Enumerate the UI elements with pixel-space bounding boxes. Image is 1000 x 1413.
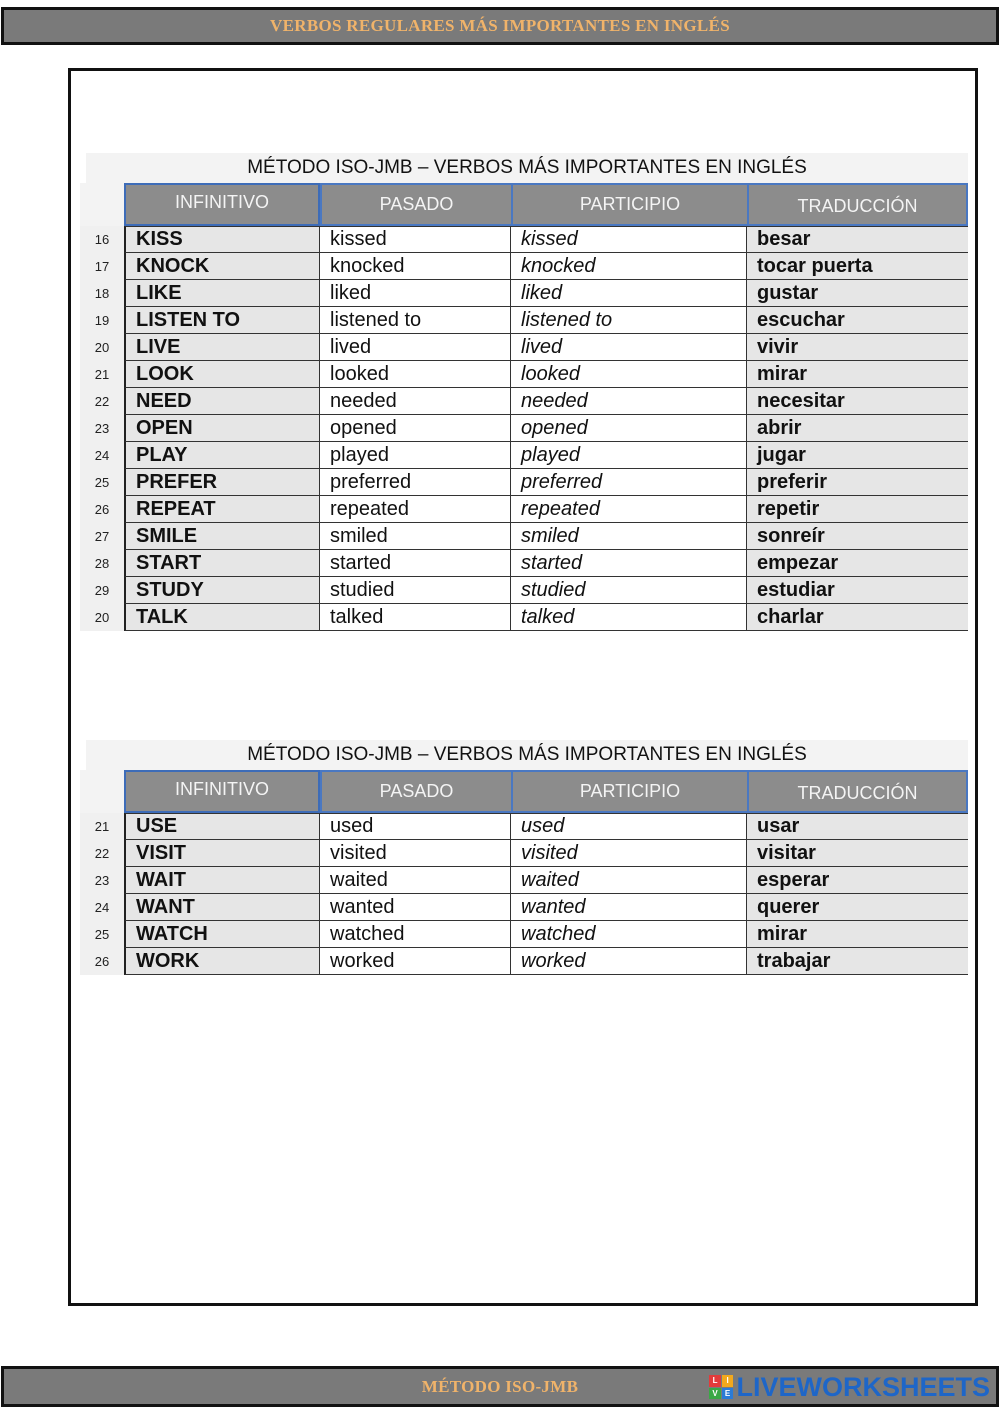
infinitive-cell: PREFER xyxy=(124,469,320,496)
participle-cell: liked xyxy=(511,280,747,307)
translation-cell: querer xyxy=(747,894,968,921)
row-number: 27 xyxy=(80,523,124,550)
infinitive-cell: WAIT xyxy=(124,867,320,894)
translation-cell: visitar xyxy=(747,840,968,867)
past-cell: needed xyxy=(320,388,511,415)
table-body xyxy=(80,813,968,975)
table-row xyxy=(80,334,968,361)
table-row xyxy=(80,867,968,894)
row-number: 19 xyxy=(80,307,124,334)
past-cell: lived xyxy=(320,334,511,361)
infinitive-cell: STUDY xyxy=(124,577,320,604)
row-number: 23 xyxy=(80,867,124,894)
row-number: 20 xyxy=(80,604,124,631)
participle-cell: used xyxy=(511,813,747,840)
row-number: 26 xyxy=(80,496,124,523)
past-cell: used xyxy=(320,813,511,840)
infinitive-cell: SMILE xyxy=(124,523,320,550)
table-row xyxy=(80,840,968,867)
table-row xyxy=(80,442,968,469)
participle-cell: listened to xyxy=(511,307,747,334)
translation-cell: estudiar xyxy=(747,577,968,604)
infinitive-cell: OPEN xyxy=(124,415,320,442)
row-number: 24 xyxy=(80,894,124,921)
past-cell: repeated xyxy=(320,496,511,523)
table-header xyxy=(80,183,968,226)
translation-cell: trabajar xyxy=(747,948,968,975)
infinitive-cell: TALK xyxy=(124,604,320,631)
participle-cell: wanted xyxy=(511,894,747,921)
translation-cell: mirar xyxy=(747,361,968,388)
participle-cell: repeated xyxy=(511,496,747,523)
table-row xyxy=(80,948,968,975)
past-cell: worked xyxy=(320,948,511,975)
past-cell: talked xyxy=(320,604,511,631)
infinitive-cell: WANT xyxy=(124,894,320,921)
past-cell: smiled xyxy=(320,523,511,550)
column-header-participio: PARTICIPIO xyxy=(511,183,747,226)
brand-text: LIVEWORKSHEETS xyxy=(736,1371,990,1402)
participle-cell: played xyxy=(511,442,747,469)
infinitive-cell: VISIT xyxy=(124,840,320,867)
past-cell: kissed xyxy=(320,226,511,253)
table-row xyxy=(80,415,968,442)
liveworksheets-logo-icon: L I V E xyxy=(709,1375,733,1399)
translation-cell: abrir xyxy=(747,415,968,442)
participle-cell: lived xyxy=(511,334,747,361)
column-header-participio: PARTICIPIO xyxy=(511,770,747,813)
verb-table-2 xyxy=(80,740,968,975)
row-number: 18 xyxy=(80,280,124,307)
row-number: 20 xyxy=(80,334,124,361)
infinitive-cell: WORK xyxy=(124,948,320,975)
table-row xyxy=(80,469,968,496)
row-number: 17 xyxy=(80,253,124,280)
table-row xyxy=(80,226,968,253)
infinitive-cell: LIKE xyxy=(124,280,320,307)
table-row xyxy=(80,921,968,948)
translation-cell: necesitar xyxy=(747,388,968,415)
infinitive-cell: WATCH xyxy=(124,921,320,948)
past-cell: waited xyxy=(320,867,511,894)
infinitive-cell: REPEAT xyxy=(124,496,320,523)
participle-cell: worked xyxy=(511,948,747,975)
translation-cell: charlar xyxy=(747,604,968,631)
row-number: 26 xyxy=(80,948,124,975)
translation-cell: escuchar xyxy=(747,307,968,334)
table-row xyxy=(80,523,968,550)
participle-cell: visited xyxy=(511,840,747,867)
row-number: 22 xyxy=(80,840,124,867)
table-row xyxy=(80,894,968,921)
header-title: VERBOS REGULARES MÁS IMPORTANTES EN INGLÉS xyxy=(270,16,730,35)
infinitive-cell: START xyxy=(124,550,320,577)
column-header-traduccion: TRADUCCIÓN xyxy=(747,183,968,226)
past-cell: liked xyxy=(320,280,511,307)
column-header-pasado: PASADO xyxy=(320,770,511,813)
table-row xyxy=(80,361,968,388)
table-row xyxy=(80,813,968,840)
past-cell: visited xyxy=(320,840,511,867)
infinitive-cell: KISS xyxy=(124,226,320,253)
participle-cell: knocked xyxy=(511,253,747,280)
row-number: 25 xyxy=(80,469,124,496)
table-row xyxy=(80,307,968,334)
column-header-infinitivo: INFINITIVO xyxy=(124,183,320,226)
table-title: MÉTODO ISO-JMB – VERBOS MÁS IMPORTANTES EN INGLÉS xyxy=(86,153,968,183)
past-cell: wanted xyxy=(320,894,511,921)
participle-cell: watched xyxy=(511,921,747,948)
footer-title: MÉTODO ISO-JMB xyxy=(421,1376,579,1396)
participle-cell: needed xyxy=(511,388,747,415)
translation-cell: sonreír xyxy=(747,523,968,550)
row-number: 23 xyxy=(80,415,124,442)
row-number: 29 xyxy=(80,577,124,604)
column-header-traduccion: TRADUCCIÓN xyxy=(747,770,968,813)
infinitive-cell: LISTEN TO xyxy=(124,307,320,334)
past-cell: looked xyxy=(320,361,511,388)
past-cell: watched xyxy=(320,921,511,948)
translation-cell: esperar xyxy=(747,867,968,894)
table-header xyxy=(80,770,968,813)
participle-cell: started xyxy=(511,550,747,577)
table-row xyxy=(80,550,968,577)
column-header-pasado: PASADO xyxy=(320,183,511,226)
translation-cell: usar xyxy=(747,813,968,840)
table-row xyxy=(80,577,968,604)
translation-cell: vivir xyxy=(747,334,968,361)
column-header-infinitivo: INFINITIVO xyxy=(124,770,320,813)
participle-cell: talked xyxy=(511,604,747,631)
row-number: 16 xyxy=(80,226,124,253)
past-cell: knocked xyxy=(320,253,511,280)
past-cell: listened to xyxy=(320,307,511,334)
participle-cell: looked xyxy=(511,361,747,388)
verb-table-1 xyxy=(80,153,968,631)
footer-banner xyxy=(1,1366,999,1407)
infinitive-cell: KNOCK xyxy=(124,253,320,280)
infinitive-cell: LIVE xyxy=(124,334,320,361)
row-number: 22 xyxy=(80,388,124,415)
translation-cell: gustar xyxy=(747,280,968,307)
translation-cell: preferir xyxy=(747,469,968,496)
past-cell: started xyxy=(320,550,511,577)
translation-cell: tocar puerta xyxy=(747,253,968,280)
row-number: 24 xyxy=(80,442,124,469)
past-cell: studied xyxy=(320,577,511,604)
past-cell: opened xyxy=(320,415,511,442)
translation-cell: mirar xyxy=(747,921,968,948)
past-cell: played xyxy=(320,442,511,469)
row-number: 21 xyxy=(80,361,124,388)
participle-cell: preferred xyxy=(511,469,747,496)
row-number: 28 xyxy=(80,550,124,577)
participle-cell: kissed xyxy=(511,226,747,253)
translation-cell: empezar xyxy=(747,550,968,577)
liveworksheets-brand[interactable] xyxy=(709,1372,990,1402)
table-row xyxy=(80,280,968,307)
table-row xyxy=(80,253,968,280)
past-cell: preferred xyxy=(320,469,511,496)
table-row xyxy=(80,388,968,415)
participle-cell: opened xyxy=(511,415,747,442)
header-banner xyxy=(1,7,999,45)
translation-cell: jugar xyxy=(747,442,968,469)
row-number: 25 xyxy=(80,921,124,948)
participle-cell: studied xyxy=(511,577,747,604)
participle-cell: waited xyxy=(511,867,747,894)
participle-cell: smiled xyxy=(511,523,747,550)
table-row xyxy=(80,604,968,631)
translation-cell: repetir xyxy=(747,496,968,523)
table-row xyxy=(80,496,968,523)
infinitive-cell: NEED xyxy=(124,388,320,415)
table-title: MÉTODO ISO-JMB – VERBOS MÁS IMPORTANTES EN INGLÉS xyxy=(86,740,968,770)
infinitive-cell: PLAY xyxy=(124,442,320,469)
infinitive-cell: LOOK xyxy=(124,361,320,388)
table-body xyxy=(80,226,968,631)
row-number: 21 xyxy=(80,813,124,840)
infinitive-cell: USE xyxy=(124,813,320,840)
translation-cell: besar xyxy=(747,226,968,253)
